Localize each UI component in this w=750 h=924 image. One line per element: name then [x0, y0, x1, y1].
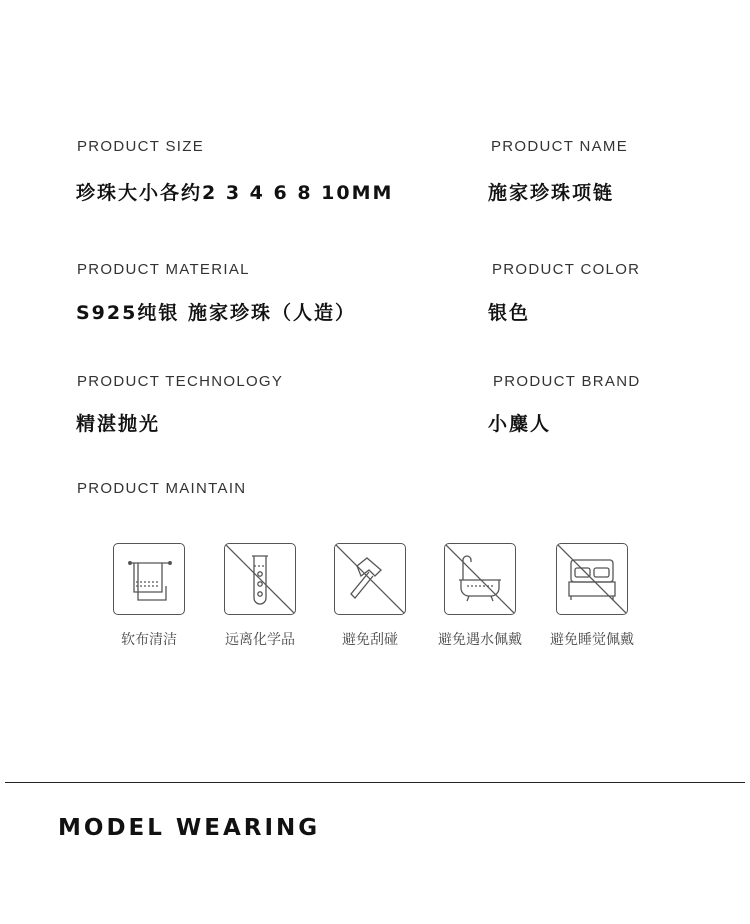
product-name-value: 施家珍珠项链 — [488, 182, 615, 204]
towel-icon — [113, 543, 185, 615]
product-brand-value: 小麋人 — [488, 413, 552, 435]
care-caption: 远离化学品 — [225, 632, 295, 648]
bathtub-icon — [444, 543, 516, 615]
product-color-label: PRODUCT COLOR — [492, 261, 641, 278]
product-maintain-label: PRODUCT MAINTAIN — [77, 480, 247, 497]
care-caption: 避免遇水佩戴 — [438, 632, 522, 648]
product-material-label: PRODUCT MATERIAL — [77, 261, 250, 278]
care-item-soft-cloth — [89, 543, 209, 649]
care-item-water — [420, 543, 540, 649]
product-brand-label: PRODUCT BRAND — [493, 373, 641, 390]
care-item-sleep — [532, 543, 652, 649]
hammer-icon — [334, 543, 406, 615]
product-color-value: 银色 — [488, 302, 531, 324]
product-technology-value: 精湛抛光 — [76, 413, 161, 435]
care-caption: 避免刮碰 — [342, 632, 398, 648]
model-wearing-title: MODEL WEARING — [58, 815, 321, 841]
test-tube-icon — [224, 543, 296, 615]
care-caption: 软布清洁 — [121, 632, 177, 648]
care-item-scratch — [310, 543, 430, 649]
product-technology-label: PRODUCT TECHNOLOGY — [77, 373, 284, 390]
product-material-value: S925纯银 施家珍珠（人造） — [76, 302, 356, 324]
product-size-label: PRODUCT SIZE — [77, 138, 205, 155]
product-size-value: 珍珠大小各约2 3 4 6 8 10MM — [76, 182, 394, 204]
care-caption: 避免睡觉佩戴 — [550, 632, 634, 648]
bed-icon — [556, 543, 628, 615]
care-item-chemicals — [200, 543, 320, 649]
section-divider — [5, 782, 745, 783]
product-name-label: PRODUCT NAME — [491, 138, 628, 155]
